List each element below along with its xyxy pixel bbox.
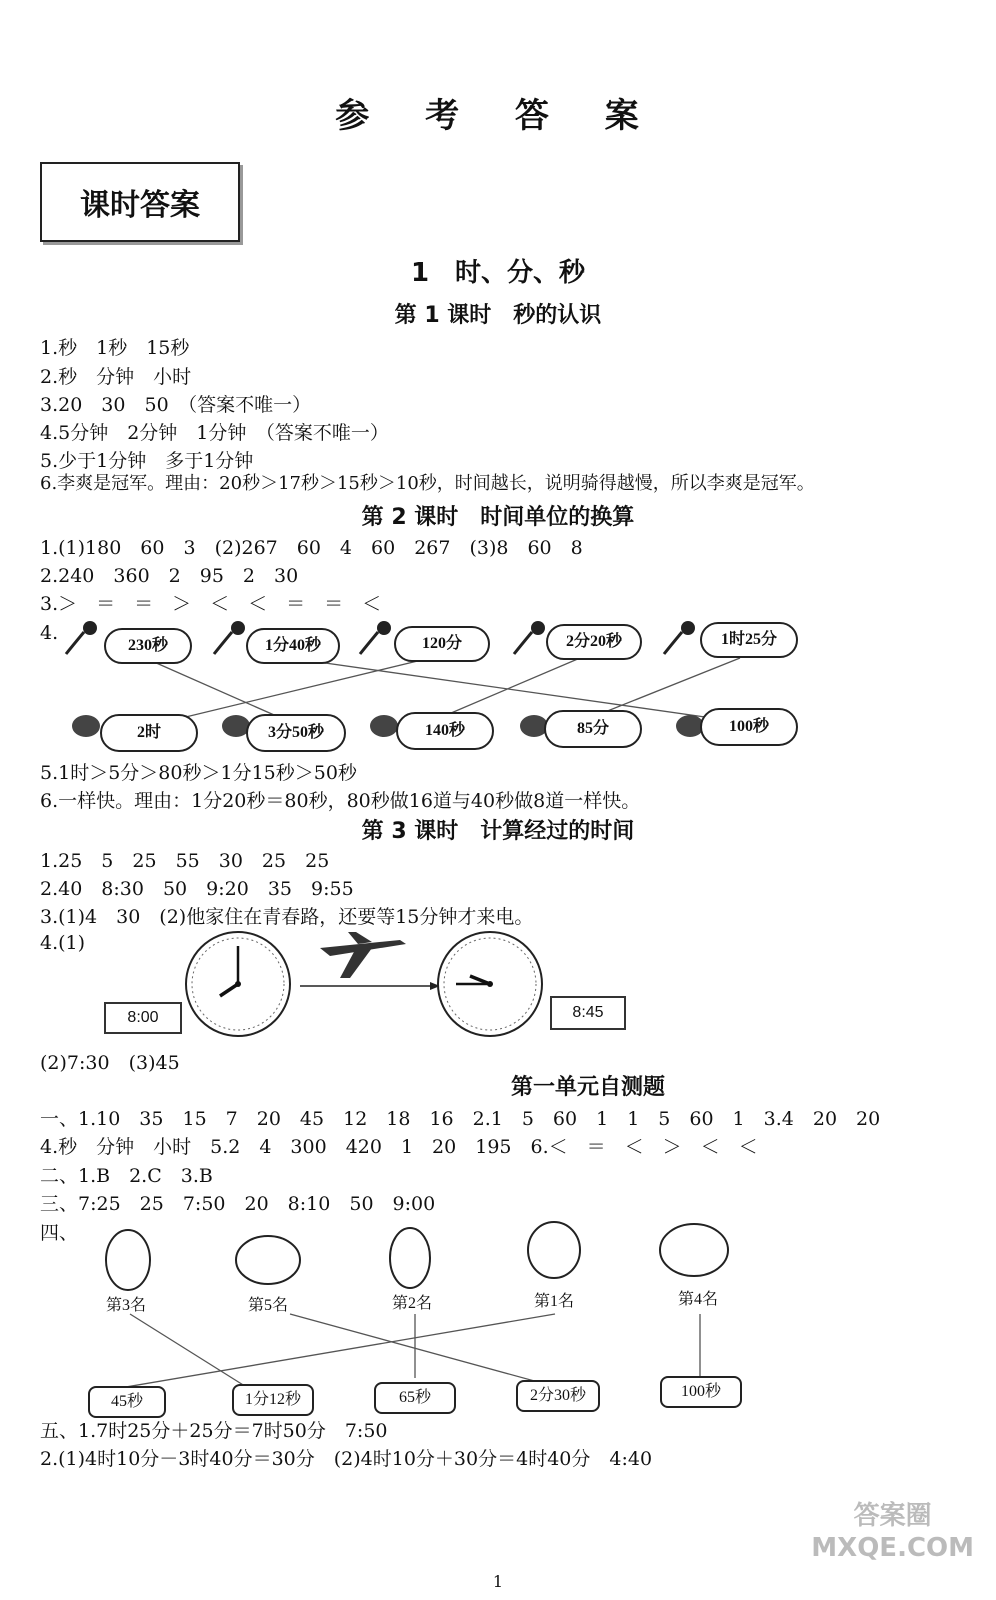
l3-q4-label: 4.(1) <box>40 932 86 954</box>
tadpole-label: 2分20秒 <box>546 624 642 660</box>
airplane-icon <box>320 932 406 978</box>
clock-end <box>438 932 542 1036</box>
page-number: 1 <box>492 1572 504 1591</box>
l1-line: 4.5分钟 2分钟 1分钟 （答案不唯一） <box>40 422 389 444</box>
l2-line: 3.＞ ＝ ＝ ＞ ＜ ＜ ＝ ＝ ＜ <box>40 593 382 615</box>
l3-line: 3.(1)4 30 (2)他家住在青春路，还要等15分钟才来电。 <box>40 906 534 928</box>
time-box: 2分30秒 <box>516 1380 600 1412</box>
watermark-bottom: MXQE.COM <box>811 1533 974 1563</box>
l3-line: 2.40 8:30 50 9:20 35 9:55 <box>40 878 354 900</box>
pig-icon <box>236 1236 300 1284</box>
section-box: 课时答案 <box>40 162 240 242</box>
test-heading: 第一单元自测题 <box>510 1075 665 1100</box>
l2-line: 1.(1)180 60 3 (2)267 60 4 60 267 (3)8 60 8 <box>40 537 583 559</box>
rank-label: 第1名 <box>534 1293 575 1310</box>
l1-line: 1.秒 1秒 15秒 <box>40 337 190 359</box>
l2-line: 5.1时＞5分＞80秒＞1分15秒＞50秒 <box>40 762 357 784</box>
time-box: 1分12秒 <box>232 1384 314 1416</box>
rank-label: 第4名 <box>678 1291 719 1308</box>
test-line: 一、1.10 35 15 7 20 45 12 18 16 2.1 5 60 1 1 5 60 1 3.4 20 20 <box>40 1108 881 1130</box>
elephant-icon <box>660 1224 728 1276</box>
rank-label: 第2名 <box>392 1295 433 1312</box>
tadpole-label: 1时25分 <box>700 622 798 658</box>
test-line: 2.(1)4时10分－3时40分＝30分 (2)4时10分＋30分＝4时40分 4:40 <box>40 1448 653 1470</box>
tadpole-label: 230秒 <box>104 628 192 664</box>
time-start-box: 8:00 <box>104 1002 182 1034</box>
l2-line: 6.一样快。理由：1分20秒＝80秒，80秒做16道与40秒做8道一样快。 <box>40 790 641 812</box>
test-q4-label: 四、 <box>40 1222 79 1244</box>
frog-label: 2时 <box>100 714 198 752</box>
match-lines <box>120 1314 700 1388</box>
watermark-top: 答案圈 <box>853 1501 932 1531</box>
frog-label: 140秒 <box>396 712 494 750</box>
rabbit-icon <box>390 1228 430 1288</box>
clock-start <box>186 932 290 1036</box>
watermark-logo <box>811 1500 974 1564</box>
frog-label: 100秒 <box>700 708 798 746</box>
squirrel-icon <box>106 1230 150 1290</box>
rank-label: 第5名 <box>248 1297 289 1314</box>
l2-q4-label: 4. <box>40 622 59 644</box>
l1-line: 3.20 30 50 （答案不唯一） <box>40 394 312 416</box>
clock-diagram <box>180 930 560 1042</box>
lesson3-heading: 第 3 课时 计算经过的时间 <box>361 819 635 844</box>
l1-line: 6.李爽是冠军。理由：20秒＞17秒＞15秒＞10秒，时间越长，说明骑得越慢，所以李爽是冠军。 <box>40 473 815 494</box>
l1-line: 2.秒 分钟 小时 <box>40 366 192 388</box>
l3-line: (2)7:30 (3)45 <box>40 1052 180 1074</box>
lesson1-heading: 第 1 课时 秒的认识 <box>394 303 602 328</box>
tadpole-label: 1分40秒 <box>246 628 340 664</box>
test-line: 4.秒 分钟 小时 5.2 4 300 420 1 20 195 6.＜ ＝ ＜ ＞ ＜ ＜ <box>40 1136 758 1158</box>
l3-line: 1.25 5 25 55 30 25 25 <box>40 850 330 872</box>
l1-line: 5.少于1分钟 多于1分钟 <box>40 450 254 472</box>
lesson2-heading: 第 2 课时 时间单位的换算 <box>361 505 635 530</box>
animal-ranking-diagram <box>0 1210 996 1410</box>
test-line: 二、1.B 2.C 3.B <box>40 1165 213 1187</box>
frog-label: 3分50秒 <box>246 714 346 752</box>
time-box: 65秒 <box>374 1382 456 1414</box>
page-title: 参 考 答 案 <box>335 96 661 136</box>
time-box: 100秒 <box>660 1376 742 1408</box>
rank-label: 第3名 <box>106 1297 147 1314</box>
time-end-box: 8:45 <box>550 996 626 1030</box>
tadpole-label: 120分 <box>394 626 490 662</box>
frog-label: 85分 <box>544 710 642 748</box>
animal-icons <box>106 1222 728 1290</box>
test-line: 三、7:25 25 7:50 20 8:10 50 9:00 <box>40 1193 436 1215</box>
time-box: 45秒 <box>88 1386 166 1418</box>
unit-title: 1 时、分、秒 <box>410 258 586 288</box>
l2-line: 2.240 360 2 95 2 30 <box>40 565 299 587</box>
test-line: 五、1.7时25分＋25分＝7时50分 7:50 <box>40 1420 388 1442</box>
dog-icon <box>528 1222 580 1278</box>
